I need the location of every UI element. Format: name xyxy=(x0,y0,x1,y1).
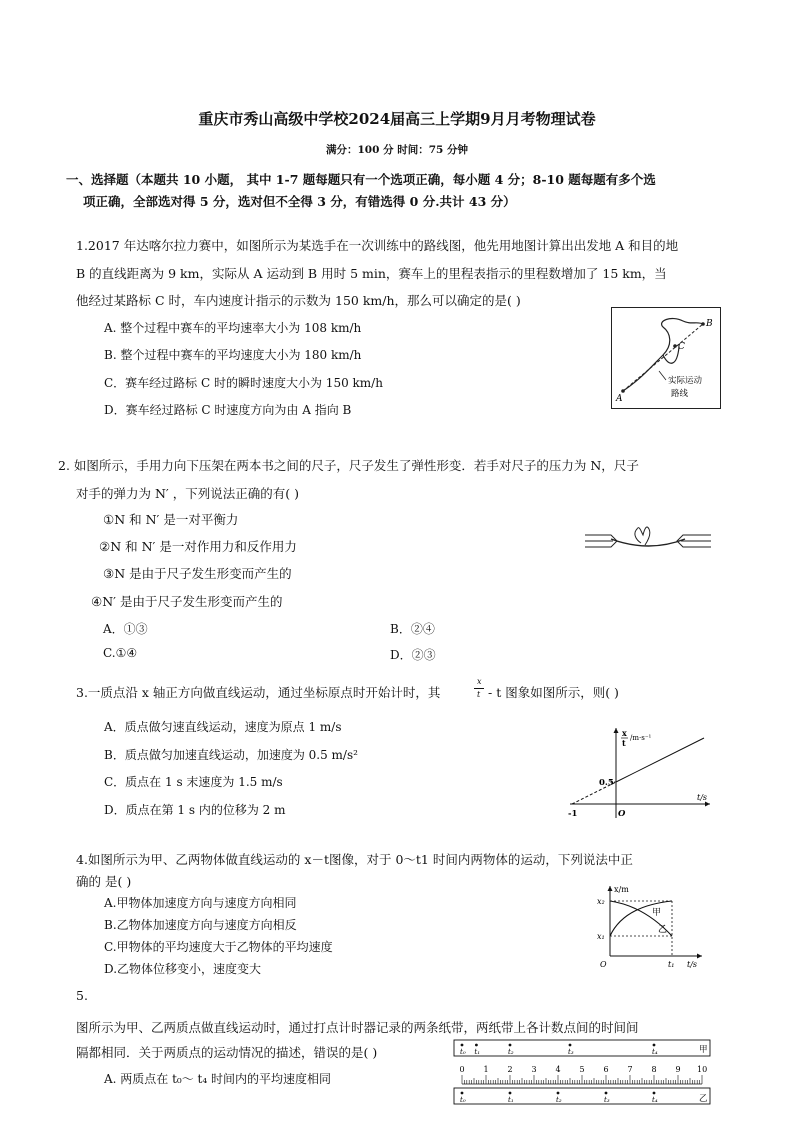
q5-tape2-label: t₂ xyxy=(556,1096,562,1104)
page-subtitle: 满分：100 分 时间：75 分钟 xyxy=(326,144,468,156)
q5-scale-number: 6 xyxy=(603,1065,609,1074)
svg-text:/m·s⁻¹: /m·s⁻¹ xyxy=(630,734,652,742)
q2-option-d: D．②③ xyxy=(390,648,436,662)
q5-tape1-dot xyxy=(461,1044,464,1047)
q2-statement-4: ④N′ 是由于尺子发生形变而产生的 xyxy=(91,594,283,609)
q1-label-c: C xyxy=(678,342,685,352)
q4-option-c: C.甲物体的平均速度大于乙物体的平均速度 xyxy=(104,940,333,954)
q2-statement-3: ③N 是由于尺子发生形变而产生的 xyxy=(103,566,292,581)
q3-series-line xyxy=(616,738,704,782)
q5-tape1-label: t₄ xyxy=(652,1048,658,1056)
q2-stem-line2: 对手的弹力为 N′ ，下列说法正确的有( ) xyxy=(76,486,299,501)
q3-frac-denominator: t xyxy=(477,690,481,699)
q3-option-a: A．质点做匀速直线运动，速度为原点 1 m/s xyxy=(104,720,342,734)
q5-tape1-label: t₃ xyxy=(568,1048,574,1056)
q5-scale-number: 3 xyxy=(531,1065,537,1074)
q5-tape-yi xyxy=(454,1088,710,1104)
q5-tape1-dot xyxy=(509,1044,512,1047)
q5-tape2-label: t₄ xyxy=(652,1096,658,1104)
q1-option-a: A. 整个过程中赛车的平均速率大小为 108 km/h xyxy=(104,321,362,335)
q5-scale-number: 9 xyxy=(675,1065,681,1074)
q5-scale-number: 0 xyxy=(459,1065,465,1074)
q3-x-axis-title: t/s xyxy=(697,793,708,802)
q5-tape-jia xyxy=(454,1040,710,1056)
q4-stem-line1: 4.如图所示为甲、乙两物体做直线运动的 x－t图像，对于 0～t1 时间内两物体的运动，下列说法中正 xyxy=(76,852,633,867)
q2-option-b: B．②④ xyxy=(390,622,435,636)
q1-route-figure xyxy=(611,307,721,409)
q4-option-a: A.甲物体加速度方向与速度方向相同 xyxy=(104,896,297,910)
q5-scale-number: 5 xyxy=(579,1065,585,1074)
q3-stem-pre: 3.一质点沿 x 轴正方向做直线运动，通过坐标原点时开始计时，其 xyxy=(76,685,441,700)
q4-option-b: B.乙物体加速度方向与速度方向相反 xyxy=(104,918,297,932)
q4-origin: O xyxy=(600,960,607,969)
q1-option-b: B. 整个过程中赛车的平均速度大小为 180 km/h xyxy=(104,348,362,362)
q5-scale-number: 10 xyxy=(697,1065,708,1074)
q4-label-jia: 甲 xyxy=(652,908,662,918)
q5-tape-yi-name: 乙 xyxy=(699,1094,708,1104)
q2-statement-2: ②N 和 N′ 是一对作用力和反作用力 xyxy=(99,539,297,554)
q2-statement-1: ①N 和 N′ 是一对平衡力 xyxy=(103,512,239,527)
q5-tape2-dot xyxy=(509,1092,512,1095)
q2-book-right xyxy=(677,535,711,547)
q4-label-yi: 乙 xyxy=(658,925,668,935)
q1-point-c xyxy=(673,344,677,348)
q5-tape2-dot xyxy=(653,1092,656,1095)
q3-option-c: C．质点在 1 s 末速度为 1.5 m/s xyxy=(104,775,283,789)
q1-stem-line3: 他经过某路标 C 时，车内速度计指示的示数为 150 km/h，那么可以确定的是( ) xyxy=(76,293,521,308)
q5-tape-jia-name: 甲 xyxy=(699,1045,708,1055)
q5-scale-number: 1 xyxy=(483,1065,489,1074)
q4-xt-figure xyxy=(594,882,706,970)
q5-stem-line2: 隔都相同．关于两质点的运动情况的描述，错误的是( ) xyxy=(76,1045,378,1060)
q1-point-b xyxy=(701,322,705,326)
q3-option-d: D．质点在第 1 s 内的位移为 2 m xyxy=(104,803,286,817)
q3-ytick-0.5: 0.5 xyxy=(599,778,614,788)
q2-ruler-figure xyxy=(583,521,713,561)
q1-route-label-2: 路线 xyxy=(671,389,689,399)
q1-label-b: B xyxy=(706,319,713,329)
q2-book-left xyxy=(585,535,617,547)
q5-stem-line1: 图所示为甲、乙两质点做直线运动时，通过打点计时器记录的两条纸带，两纸带上各计数点间的时间间 xyxy=(76,1020,639,1035)
q5-tape1-label: t₀ xyxy=(460,1048,466,1056)
q2-stem-line1: 2. 如图所示，手用力向下压架在两本书之间的尺子，尺子发生了弹性形变．若手对尺子的压力为 N，尺子 xyxy=(58,458,639,473)
q1-option-c: C．赛车经过路标 C 时的瞬时速度大小为 150 km/h xyxy=(104,376,383,390)
q5-tape2-label: t₁ xyxy=(508,1096,514,1104)
q5-number: 5. xyxy=(76,988,88,1003)
q4-stem-line2: 确的 是( ) xyxy=(76,874,132,889)
section-heading-line2: 项正确，全部选对得 5 分，选对但不全得 3 分，有错选得 0 分.共计 43 分） xyxy=(83,194,516,209)
q5-tape2-dot xyxy=(605,1092,608,1095)
q1-stem-line2: B 的直线距离为 9 km，实际从 A 运动到 B 用时 5 min，赛车上的里程表指示的里程数增加了 15 km，当 xyxy=(76,266,667,281)
q2-option-c: C.①④ xyxy=(103,646,138,660)
q5-tape-figure xyxy=(452,1038,712,1110)
q3-xtick-minus1: -1 xyxy=(568,809,578,819)
q5-tape1-label: t₁ xyxy=(474,1048,481,1056)
q5-tape1-dot xyxy=(475,1044,478,1047)
q5-option-a: A. 两质点在 t₀～ t₄ 时间内的平均速度相同 xyxy=(104,1072,332,1086)
q3-chart xyxy=(566,722,716,822)
q1-option-d: D．赛车经过路标 C 时速度方向为由 A 指向 B xyxy=(104,403,352,417)
q3-stem-post: - t 图象如图所示，则( ) xyxy=(488,685,619,700)
q1-point-a xyxy=(621,389,625,393)
q4-x-axis-title: t/s xyxy=(687,960,698,969)
q5-scale-number: 7 xyxy=(627,1065,633,1074)
q4-label-x1: x₁ xyxy=(597,932,605,941)
q4-option-d: D.乙物体位移变小，速度变大 xyxy=(104,962,262,976)
q4-y-axis-title: x/m xyxy=(614,885,629,894)
q5-scale-number: 4 xyxy=(555,1065,561,1074)
q5-tape1-dot xyxy=(569,1044,572,1047)
q3-frac-numerator: x xyxy=(477,677,482,686)
q1-stem-line1: 1.2017 年达喀尔拉力赛中，如图所示为某选手在一次训练中的路线图，他先用地图计算出出发地 A 和目的地 xyxy=(76,238,679,253)
q5-tape2-dot xyxy=(557,1092,560,1095)
svg-text:t: t xyxy=(622,738,626,748)
q2-hand xyxy=(635,527,650,545)
q5-tape2-label: t₀ xyxy=(460,1096,466,1104)
q1-label-a: A xyxy=(616,394,623,404)
q3-y-axis-title: x xyxy=(622,728,627,738)
q3-option-b: B．质点做匀加速直线运动，加速度为 0.5 m/s² xyxy=(104,748,358,762)
q1-route-label-1: 实际运动 xyxy=(668,376,703,386)
q5-scale-number: 2 xyxy=(507,1065,513,1074)
q4-label-t1: t₁ xyxy=(668,960,675,969)
q5-scale-number: 8 xyxy=(651,1065,657,1074)
q2-option-a: A．①③ xyxy=(103,622,148,636)
q5-tape1-label: t₂ xyxy=(508,1048,514,1056)
page-title: 重庆市秀山高级中学校2024届高三上学期9月月考物理试卷 xyxy=(198,110,596,128)
q3-origin-label: O xyxy=(618,809,626,819)
q5-tape2-dot xyxy=(461,1092,464,1095)
section-heading-line1: 一、选择题（本题共 10 小题， 其中 1-7 题每题只有一个选项正确，每小题 4 分；8-10 题每题有多个选 xyxy=(66,172,656,187)
q3-frac-bar xyxy=(474,688,484,689)
q5-tape2-label: t₃ xyxy=(604,1096,610,1104)
q4-label-x2: x₂ xyxy=(597,897,605,906)
q5-tape1-dot xyxy=(653,1044,656,1047)
